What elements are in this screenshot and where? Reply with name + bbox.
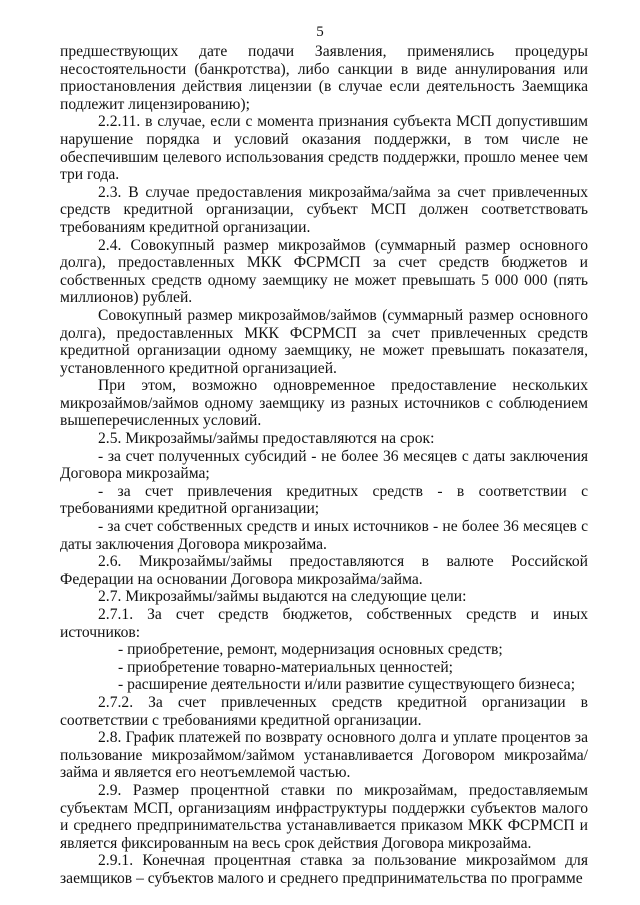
paragraph-2-4-multiple-loans: При этом, возможно одновременное предоставление нескольких микрозаймов/займов одному заемщику из разных источников с соблюдением вышеперечисленных условий. — [60, 377, 588, 430]
document-body — [60, 43, 588, 888]
paragraph-2-6: 2.6. Микрозаймы/займы предоставляются в валюте Российской Федерации на основании Договора микрозайма/займа. — [60, 553, 588, 588]
paragraph-2-4: 2.4. Совокупный размер микрозаймов (суммарный размер основного долга), предоставленных МКК ФСРМСП за счет средств бюджетов и собственных средств одному заемщику не может превышать 5 000 000 (пять миллионов) рублей. — [60, 236, 588, 307]
paragraph-2-7-1: 2.7.1. За счет средств бюджетов, собственных средств и иных источников: — [60, 606, 588, 641]
list-item-term-own-funds: - за счет собственных средств и иных источников - не более 36 месяцев с даты заключения Договора микрозайма. — [60, 518, 588, 553]
paragraph-2-7: 2.7. Микрозаймы/займы выдаются на следующие цели: — [98, 588, 467, 606]
list-item-purpose-inventory: - приобретение товарно-материальных ценностей; — [118, 658, 453, 676]
paragraph-2-2-11: 2.2.11. в случае, если с момента признания субъекта МСП допустившим нарушение порядка и условий оказания поддержки, в том числе не обеспечившим целевого использования средств поддержки, прошло менее чем три года. — [60, 113, 588, 184]
paragraph-2-5: 2.5. Микрозаймы/займы предоставляются на срок: — [98, 430, 435, 448]
paragraph-2-9-1: 2.9.1. Конечная процентная ставка за пользование микрозаймом для заемщиков – субъектов малого и среднего предпринимательства по программе — [60, 852, 588, 887]
page-number: 5 — [316, 24, 324, 40]
paragraph-2-4-credit-org: Совокупный размер микрозаймов/займов (суммарный размер основного долга), предоставленных МКК ФСРМСП за счет привлеченных средств кредитной организации одному заемщику, не может превышать показателя, установленного кредитной организацией. — [60, 306, 588, 377]
list-item-purpose-fixed-assets: - приобретение, ремонт, модернизация основных средств; — [118, 641, 503, 659]
paragraph-2-3: 2.3. В случае предоставления микрозайма/займа за счет привлеченных средств кредитной организации, субъект МСП должен соответствовать требованиям кредитной организации. — [60, 183, 588, 236]
list-item-term-subsidies: - за счет полученных субсидий - не более 36 месяцев с даты заключения Договора микрозайма; — [60, 447, 588, 483]
list-item-term-credit: - за счет привлечения кредитных средств - в соответствии с требованиями кредитной организации; — [60, 482, 588, 518]
paragraph-2-8: 2.8. График платежей по возврату основного долга и уплате процентов за пользование микрозаймом/займом устанавливается Договором микрозайма/займа и является его неотъемлемой частью. — [60, 729, 588, 782]
paragraph-2-7-2: 2.7.2. За счет привлеченных средств кредитной организации в соответствии с требованиями кредитной организации. — [60, 693, 588, 729]
paragraph-insolvency-clause: предшествующих дате подачи Заявления, применялись процедуры несостоятельности (банкротства), либо санкции в виде аннулирования или приостановления действия лицензии (в случае если деятельность Заемщика подлежит лицензированию); — [60, 43, 588, 113]
paragraph-2-9: 2.9. Размер процентной ставки по микрозаймам, предоставляемым субъектам МСП, организациям инфраструктуры поддержки субъектов малого и среднего предпринимательства устанавливается приказом МКК ФСРМСП и является фиксированным на весь срок действия Договора микрозайма. — [60, 781, 588, 852]
list-item-purpose-business-growth: - расширение деятельности и/или развитие существующего бизнеса; — [118, 676, 576, 694]
